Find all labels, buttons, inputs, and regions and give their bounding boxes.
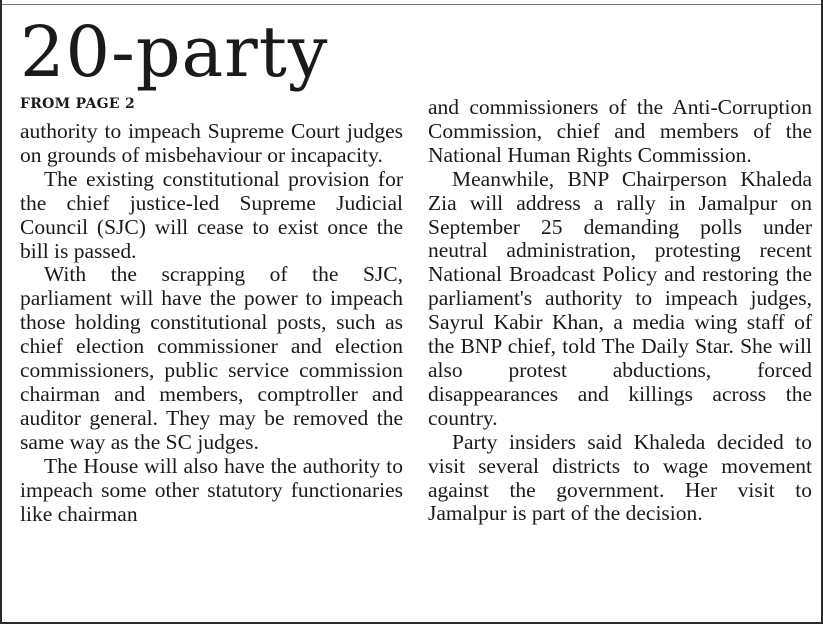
paragraph: Party insiders said Khaleda decided to visit several districts to wage movement against the government. Her visit to Jamalpur is part of the decision.	[428, 429, 812, 526]
paragraph: and commissioners of the Anti-Corruption Commission, chief and members of the National Human Rights Commission.	[428, 95, 812, 167]
paragraph: Meanwhile, BNP Chairperson Khaleda Zia will address a rally in Jamalpur on September 25 demanding polls under neutral administration, protesting recent National Broadcast Policy and restoring the parliament's authority to impeach judges, Sayrul Kabir Khan, a media wing staff of the BNP chief, told The Daily Star. She will also protest abductions, forced disappearances and killings across the country.	[428, 166, 812, 430]
right-column	[428, 96, 812, 526]
paragraph: The House will also have the authority to impeach some other statutory functionaries like chairman	[20, 453, 403, 526]
headline: 20-party	[20, 11, 329, 93]
paragraph: With the scrapping of the SJC, parliament will have the power to impeach those holding constitutional posts, such as chief election commissioner and election commissioners, public service commission chairman and members, comptroller and auditor general. They may be removed the same way as the SC judges.	[20, 262, 403, 454]
jump-label: FROM PAGE 2	[20, 96, 136, 112]
paragraph: authority to impeach Supreme Court judges on grounds of misbehaviour or incapacity.	[20, 119, 403, 167]
paragraph: The existing constitutional provision for the chief justice-led Supreme Judicial Council (SJC) will cease to exist once the bill is passed.	[20, 166, 403, 263]
top-rule	[2, 4, 821, 5]
left-column	[20, 120, 403, 526]
